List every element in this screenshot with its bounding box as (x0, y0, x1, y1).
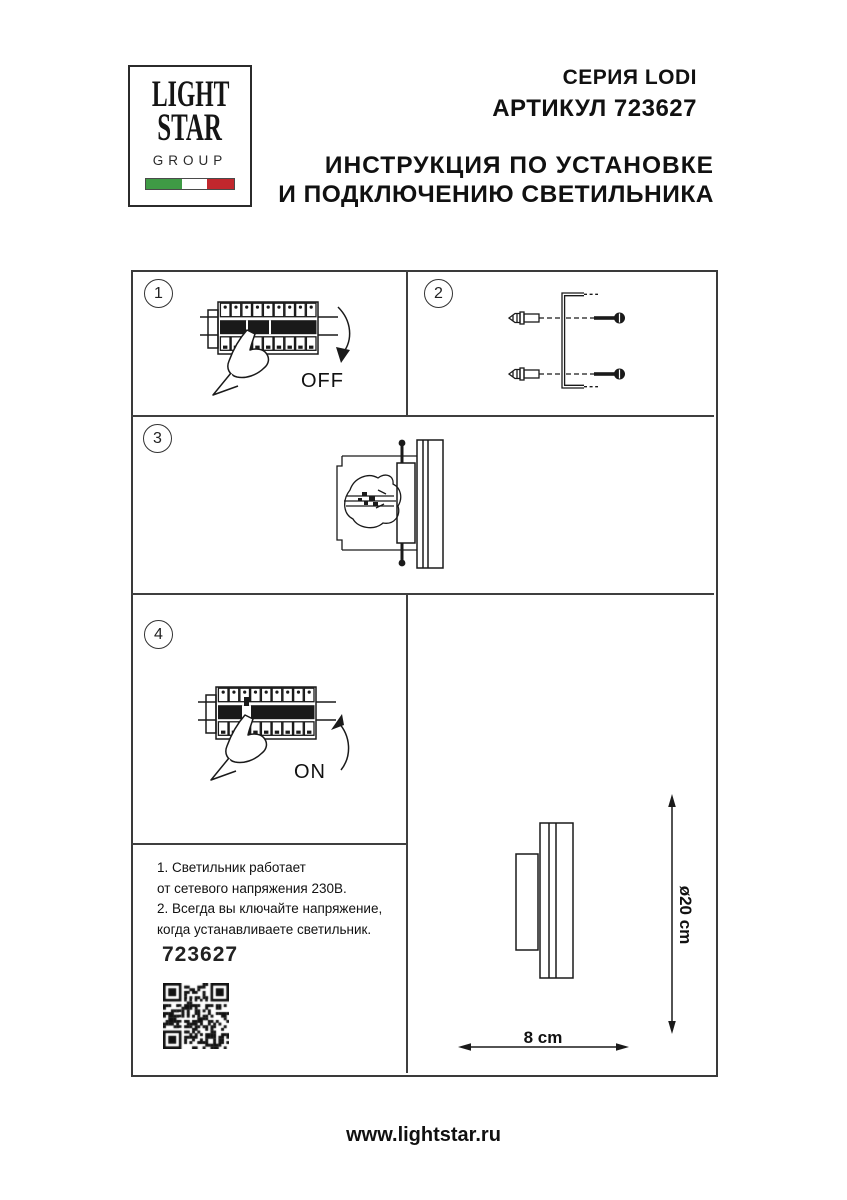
divider-row2-bottom (131, 593, 714, 595)
italian-flag-stripe (145, 178, 235, 190)
doc-title-line2: И ПОДКЛЮЧЕНИЮ СВЕТИЛЬНИКА (278, 181, 714, 208)
footer-website: www.lightstar.ru (346, 1124, 501, 1146)
step3-fixture-mounting-diagram (328, 428, 453, 578)
diameter-dimension-label: ø20 cm (676, 885, 695, 945)
notes-text (157, 858, 397, 940)
note-line: когда устанавливаете светильник. (157, 921, 372, 937)
series-title: СЕРИЯ LODI (562, 66, 697, 89)
off-label: OFF (301, 370, 344, 392)
lightstar-logo (128, 65, 252, 207)
article-number: 723627 (162, 943, 239, 966)
step4-number-badge: 4 (144, 620, 173, 649)
flag-red-segment (207, 179, 234, 189)
fixture-body (417, 440, 443, 568)
switch-up-arrow-icon (331, 714, 349, 770)
screw-top (566, 313, 625, 324)
width-dimension-label: 8 cm (523, 1028, 563, 1047)
step2-number-badge: 2 (424, 279, 453, 308)
product-side-view-diagram (450, 790, 700, 1060)
note-line: от сетевого напряжения 230В. (157, 880, 347, 896)
divider-row1-vertical (406, 270, 408, 415)
wire-bundle (344, 475, 401, 528)
wall-anchor-top (509, 312, 560, 324)
step1-number-badge: 1 (144, 279, 173, 308)
fixture-plate (540, 823, 573, 978)
article-title: АРТИКУЛ 723627 (492, 95, 697, 122)
flag-green-segment (146, 179, 182, 189)
note-line: 1. Светильник работает (157, 860, 306, 875)
note-line: 2. Всегда вы ключайте напряжение, (157, 901, 383, 916)
on-label: ON (294, 761, 326, 783)
flag-white-segment (182, 179, 207, 189)
logo-word-light: LIGHT (151, 74, 230, 115)
switch-down-arrow-icon (336, 307, 350, 363)
screw-bottom (566, 369, 625, 380)
divider-notes-top (131, 843, 406, 845)
step4-breaker-on-diagram (198, 678, 363, 793)
wall-anchor-bottom (509, 368, 560, 380)
step2-mounting-hardware-diagram (498, 283, 638, 398)
divider-row1-bottom (131, 415, 714, 417)
logo-word-group: GROUP (152, 153, 228, 168)
divider-row3-vertical (406, 593, 408, 1073)
doc-title-line1: ИНСТРУКЦИЯ ПО УСТАНОВКЕ (324, 152, 714, 179)
logo-word-star: STAR (157, 106, 223, 149)
step3-number-badge: 3 (143, 424, 172, 453)
qr-code (163, 983, 229, 1049)
fixture-backbox (516, 854, 538, 950)
